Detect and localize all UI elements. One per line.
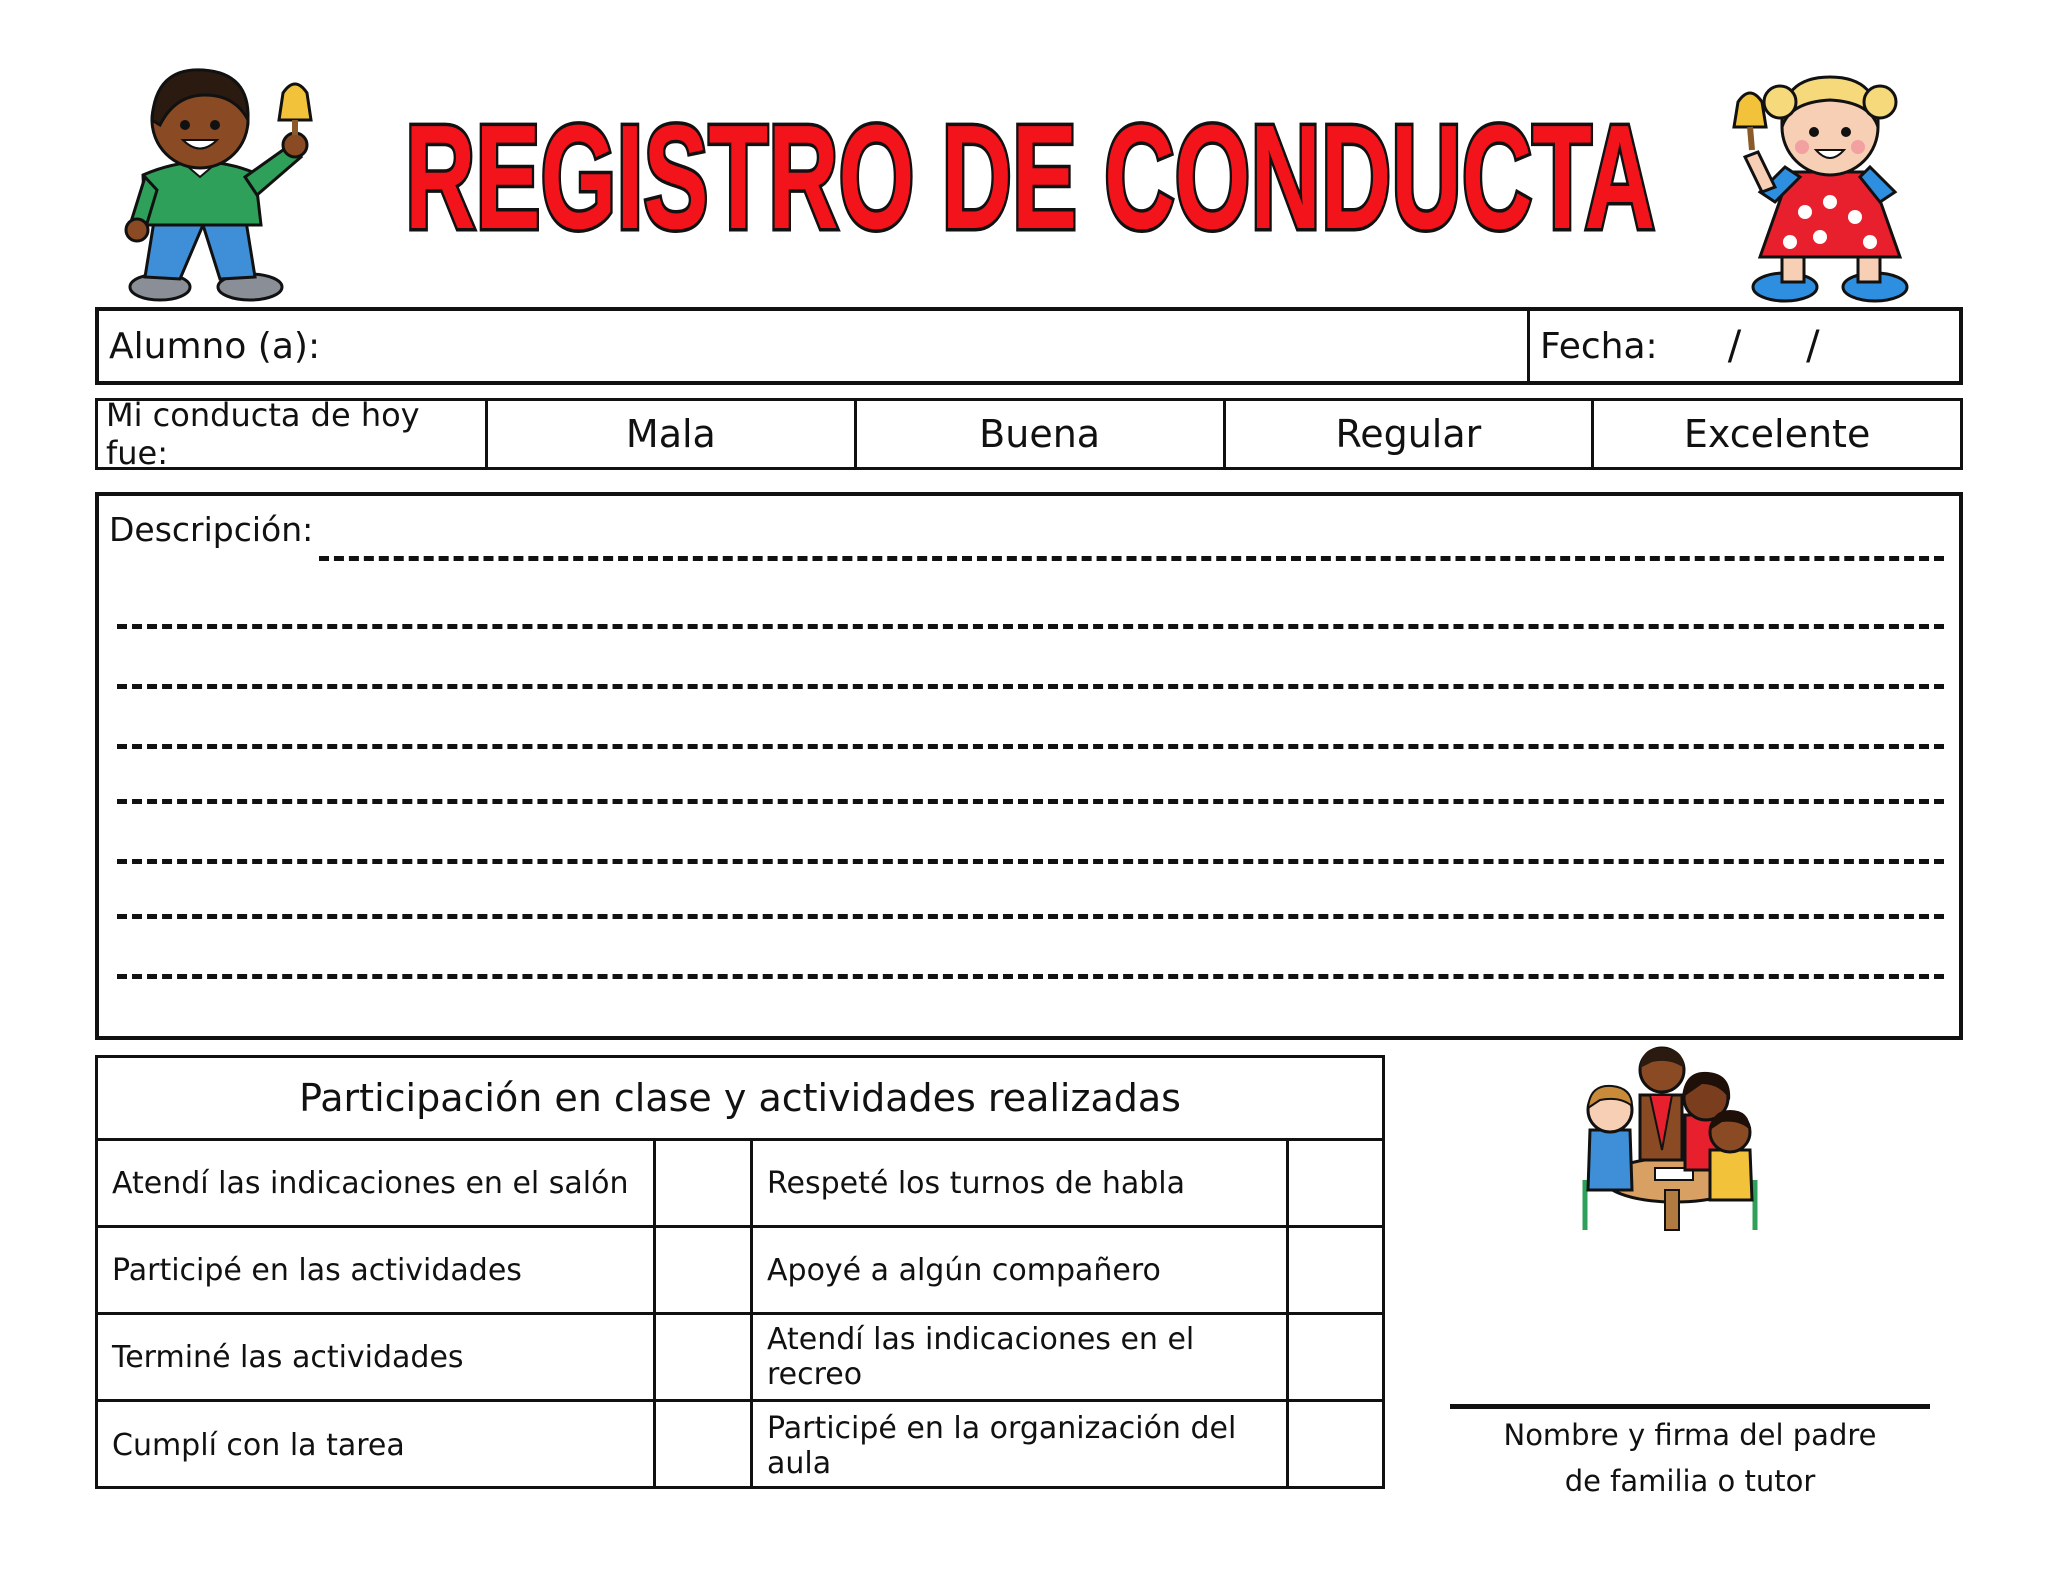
boy-with-bell-illustration [115, 65, 315, 310]
activity-label: Apoyé a algún compañero [753, 1228, 1289, 1312]
activity-label: Participé en las actividades [98, 1228, 656, 1312]
conduct-option-mala[interactable]: Mala [488, 401, 857, 467]
date-separator: / [1806, 323, 1820, 369]
activity-checkbox[interactable] [656, 1228, 753, 1312]
signature-line[interactable] [1450, 1404, 1930, 1409]
date-separator: / [1727, 323, 1742, 369]
conduct-option-buena[interactable]: Buena [857, 401, 1226, 467]
table-row [98, 1141, 1382, 1228]
signature-caption-line1: Nombre y firma del padre [1503, 1418, 1877, 1452]
activity-label: Respeté los turnos de habla [753, 1141, 1289, 1225]
writing-line [117, 859, 1944, 864]
writing-line [117, 914, 1944, 919]
writing-line [117, 624, 1944, 629]
activity-checkbox[interactable] [656, 1402, 753, 1489]
activity-checkbox[interactable] [1289, 1228, 1382, 1312]
participation-title: Participación en clase y actividades realizadas [98, 1058, 1382, 1141]
writing-line [117, 744, 1944, 749]
writing-line [319, 556, 1944, 561]
student-name-label: Alumno (a): [109, 325, 321, 367]
activity-label: Cumplí con la tarea [98, 1402, 656, 1489]
writing-line [117, 974, 1944, 979]
conduct-option-regular[interactable]: Regular [1226, 401, 1595, 467]
writing-line [117, 684, 1944, 689]
activity-label: Terminé las actividades [98, 1315, 656, 1399]
description-box[interactable] [95, 492, 1963, 1040]
activity-checkbox[interactable] [1289, 1402, 1382, 1489]
children-studying-illustration [1570, 1040, 1770, 1235]
activity-label: Participé en la organización del aula [753, 1402, 1289, 1489]
table-row [98, 1402, 1382, 1489]
activity-label: Atendí las indicaciones en el recreo [753, 1315, 1289, 1399]
girl-with-bell-illustration [1730, 62, 1930, 312]
conduct-label: Mi conducta de hoy fue: [98, 401, 488, 467]
conduct-rating-row [95, 398, 1963, 470]
writing-line [117, 799, 1944, 804]
conduct-option-excelente[interactable]: Excelente [1683, 412, 1871, 456]
activity-checkbox[interactable] [656, 1315, 753, 1399]
table-row [98, 1315, 1382, 1402]
student-name-field[interactable] [99, 311, 1530, 381]
form-title [380, 90, 1680, 260]
date-field[interactable] [1530, 311, 1959, 381]
date-label: Fecha: [1540, 325, 1658, 367]
student-info-row [95, 307, 1963, 385]
table-row [98, 1228, 1382, 1315]
activity-checkbox[interactable] [656, 1141, 753, 1225]
signature-caption [1450, 1412, 1930, 1504]
signature-caption-line2: de familia o tutor [1564, 1464, 1816, 1498]
title-text: REGISTRO DE CONDUCTA [405, 95, 1655, 260]
activity-checkbox[interactable] [1289, 1315, 1382, 1399]
description-label: Descripción: [109, 510, 314, 549]
activity-checkbox[interactable] [1289, 1141, 1382, 1225]
participation-table [95, 1055, 1385, 1489]
activity-label: Atendí las indicaciones en el salón [98, 1141, 656, 1225]
